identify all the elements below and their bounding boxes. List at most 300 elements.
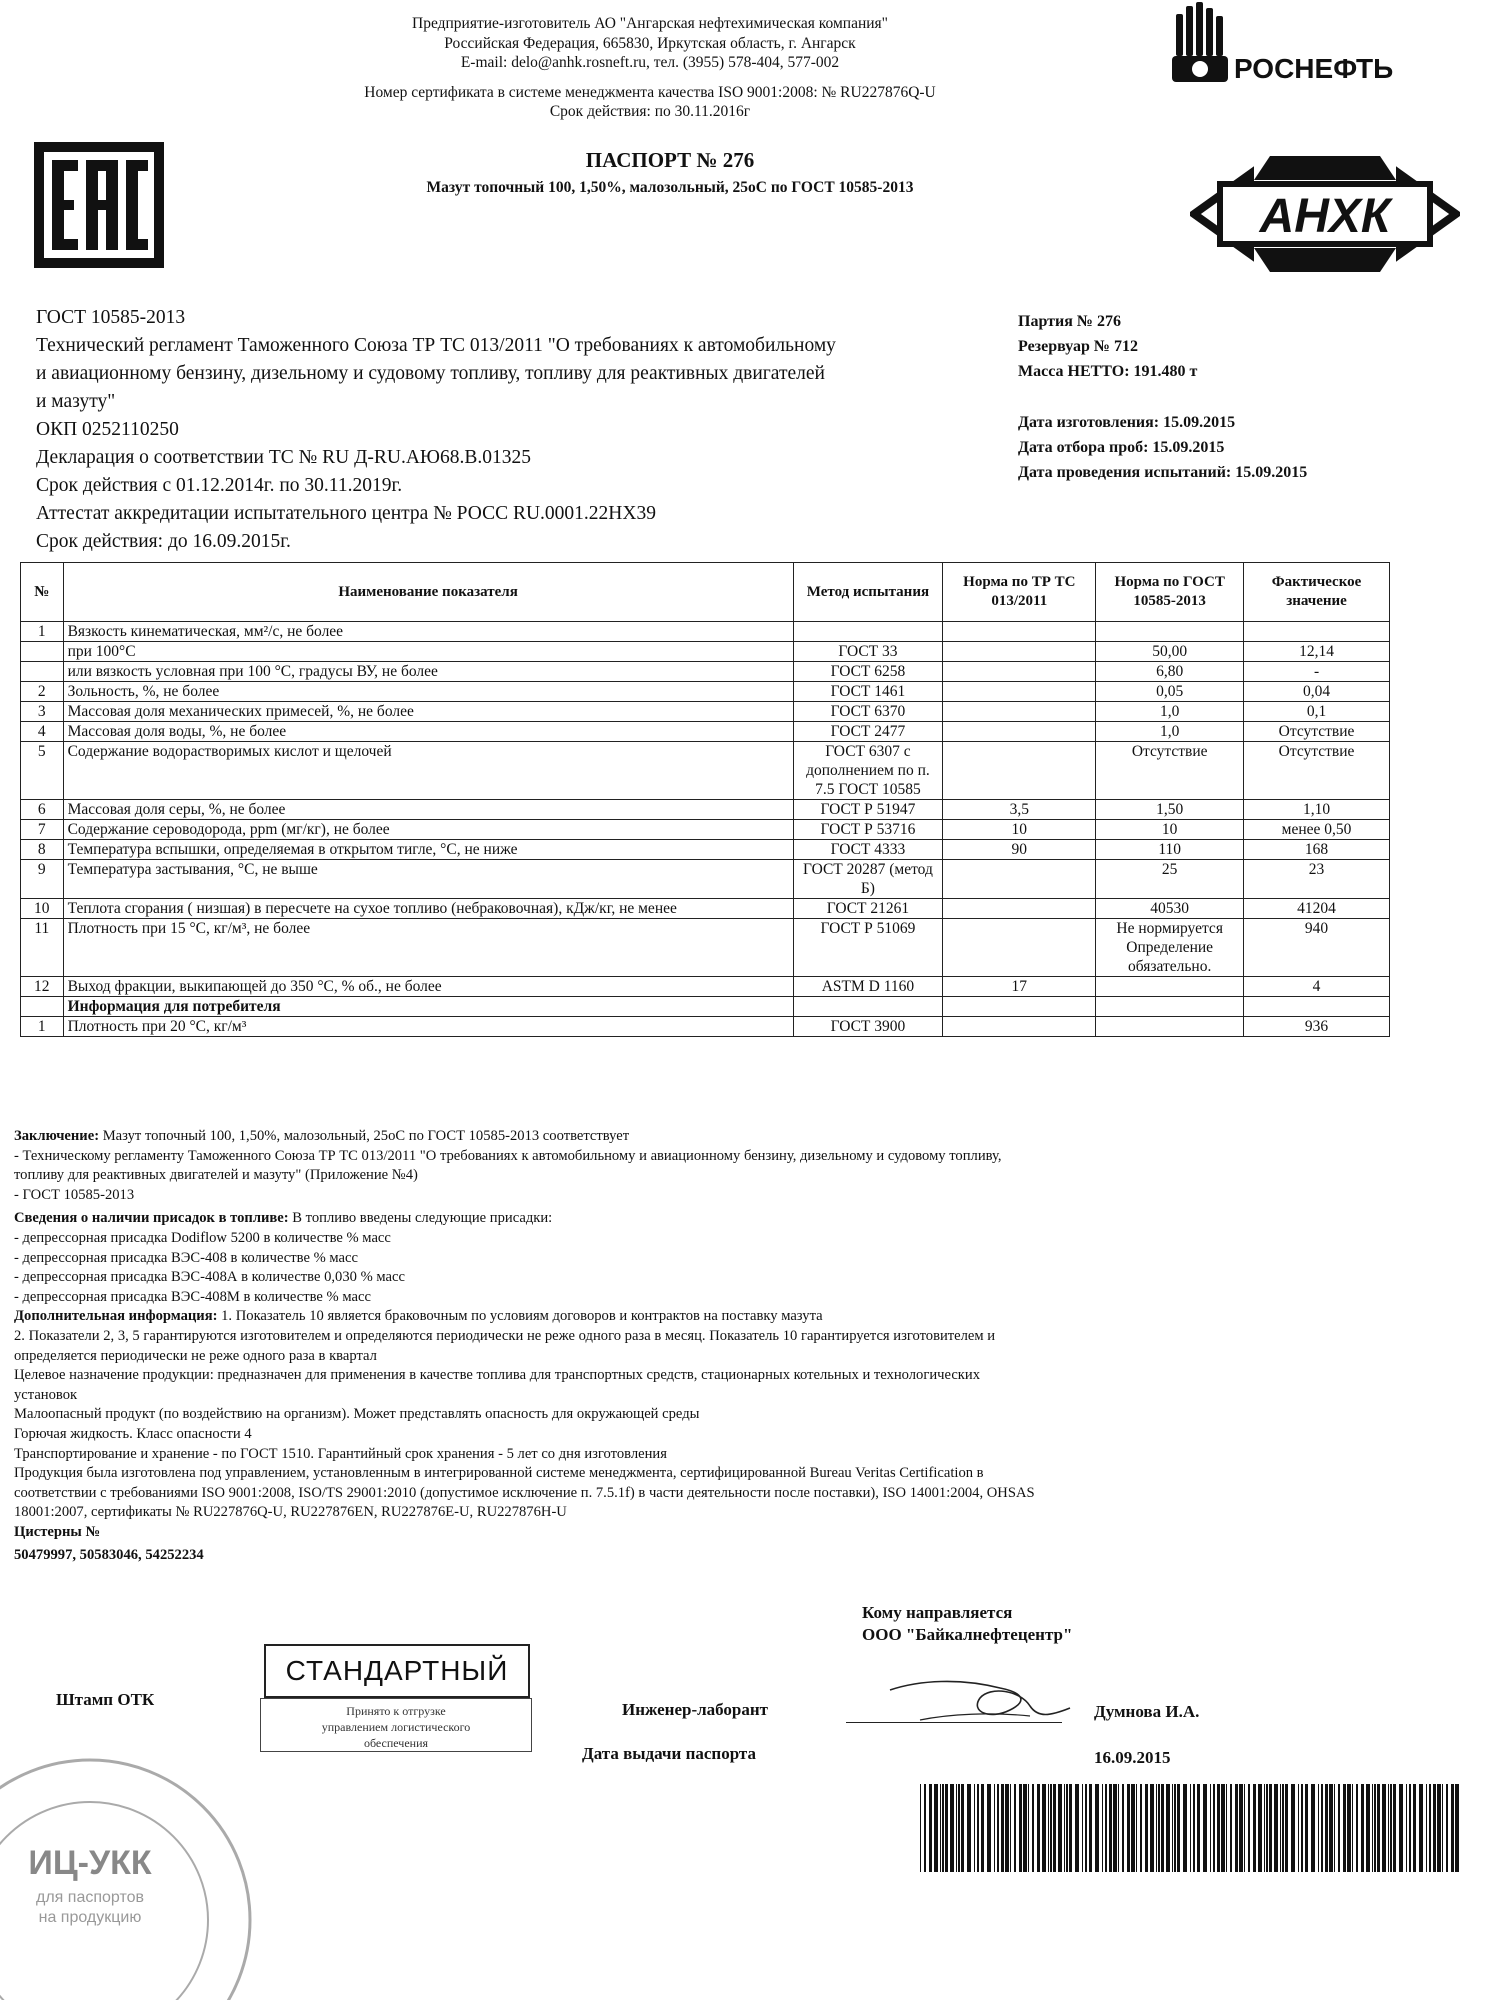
issue-date: 16.09.2015 [1094, 1748, 1171, 1767]
barcode-bar [1109, 1784, 1112, 1872]
barcode-bar [967, 1784, 971, 1872]
cell-norm-gost: 110 [1096, 840, 1244, 860]
cell-norm-gost [1096, 1017, 1244, 1037]
cell-fact: 0,04 [1244, 682, 1390, 702]
cell-method: ГОСТ Р 51069 [793, 919, 943, 977]
date-manufactured: Дата изготовления: 15.09.2015 [1018, 414, 1236, 431]
cell-fact: Отсутствие [1244, 722, 1390, 742]
barcode-bar [987, 1784, 991, 1872]
cell-method: ГОСТ 21261 [793, 899, 943, 919]
barcode-bar [1406, 1784, 1407, 1872]
extra-info-2: 2. Показатели 2, 3, 5 гарантируются изготовителем и определяются периодически не реже одного раза в месяц. Показатель 10 гарантируется изготовителем и [14, 1327, 996, 1344]
barcode-bar [1161, 1784, 1164, 1872]
barcode-bar [1325, 1784, 1328, 1872]
barcode-bar [1032, 1784, 1034, 1872]
cell-name: Плотность при 20 °С, кг/м³ [63, 1017, 793, 1037]
barcode-bar [1352, 1784, 1353, 1872]
cell-fact [1244, 997, 1390, 1017]
cell-fact: 0,1 [1244, 702, 1390, 722]
barcode-bar [1372, 1784, 1373, 1872]
table-row [21, 820, 1390, 840]
engineer-label: Инженер-лаборант [622, 1700, 769, 1719]
barcode-bar [1305, 1784, 1308, 1872]
barcode-bar [1019, 1784, 1022, 1872]
cell-norm-gost: 1,0 [1096, 702, 1244, 722]
table-row [21, 642, 1390, 662]
cell-norm-tr: 17 [943, 977, 1096, 997]
barcode-bar [929, 1784, 932, 1872]
barcode-bar [1028, 1784, 1029, 1872]
barcode-icon [920, 1784, 1460, 1872]
cell-fact: 940 [1244, 919, 1390, 977]
barcode-bar [1082, 1784, 1083, 1872]
regulatory-info [36, 304, 1026, 556]
barcode-bar [1280, 1784, 1281, 1872]
cell-name: при 100°С [63, 642, 793, 662]
barcode-bar [1266, 1784, 1268, 1872]
signature-scribble-icon [880, 1650, 1080, 1740]
barcode-bar [1131, 1784, 1135, 1872]
cell-method: ГОСТ 6307 с дополнением по п. 7.5 ГОСТ 10585 [793, 742, 943, 800]
barcode-bar [1172, 1784, 1173, 1872]
addressee-label: Кому направляется [862, 1603, 1013, 1622]
barcode-bar [1244, 1784, 1245, 1872]
cell-norm-tr [943, 662, 1096, 682]
barcode-bar [1221, 1784, 1225, 1872]
cell-norm-gost: 0,05 [1096, 682, 1244, 702]
barcode-bar [981, 1784, 984, 1872]
barcode-bar [1156, 1784, 1157, 1872]
passport-title: ПАСПОРТ № 276 [585, 148, 755, 172]
barcode-bar [1343, 1784, 1346, 1872]
barcode-bar [1429, 1784, 1431, 1872]
barcode-bar [1217, 1784, 1220, 1872]
extra-info-3: определяется периодически не реже одного раза в квартал [14, 1347, 377, 1364]
accreditation-term: Срок действия: до 16.09.2015г. [36, 531, 291, 552]
cell-name: Содержание сероводорода, ppm (мг/кг), не более [63, 820, 793, 840]
cell-fact: 41204 [1244, 899, 1390, 919]
barcode-bar [1374, 1784, 1376, 1872]
accepted-stamp-line-3: обеспечения [363, 1736, 429, 1750]
cell-norm-gost: 40530 [1096, 899, 1244, 919]
additive-2: - депрессорная присадка ВЭС-408 в количестве % масс [14, 1249, 358, 1266]
net-mass: Масса НЕТТО: 191.480 т [1018, 363, 1198, 380]
cell-norm-tr: 3,5 [943, 800, 1096, 820]
barcode-bar [1338, 1784, 1340, 1872]
cell-fact [1244, 622, 1390, 642]
cell-norm-gost: Не нормируется Определение обязательно. [1096, 919, 1244, 977]
cell-no [21, 997, 64, 1017]
cell-method: ASTM D 1160 [793, 977, 943, 997]
barcode-bar [1413, 1784, 1416, 1872]
cell-method: ГОСТ Р 51947 [793, 800, 943, 820]
table-row [21, 860, 1390, 899]
barcode-bar [1388, 1784, 1389, 1872]
cell-norm-tr: 10 [943, 820, 1096, 840]
barcode-bar [1253, 1784, 1256, 1872]
table-row [21, 622, 1390, 642]
barcode-bar [1264, 1784, 1265, 1872]
cell-norm-tr [943, 742, 1096, 800]
issue-date-label: Дата выдачи паспорта [582, 1744, 756, 1763]
eac-mark-icon [34, 142, 164, 268]
cell-method: ГОСТ 1461 [793, 682, 943, 702]
table-row [21, 662, 1390, 682]
conclusion-line-3: топливу для реактивных двигателей и мазуту" (Приложение №4) [14, 1167, 418, 1184]
standard-stamp: СТАНДАРТНЫЙ [264, 1644, 530, 1698]
date-tested: Дата проведения испытаний: 15.09.2015 [1018, 464, 1308, 481]
barcode-bar [974, 1784, 975, 1872]
purpose-2: установок [14, 1386, 78, 1403]
barcode-bar [1053, 1784, 1056, 1872]
conclusion-section [14, 1127, 1454, 1566]
barcode-bar [1177, 1784, 1180, 1872]
cell-no: 11 [21, 919, 64, 977]
barcode-bar [1347, 1784, 1351, 1872]
barcode-bar [1419, 1784, 1423, 1872]
barcode-bar [1150, 1784, 1154, 1872]
barcode-bar [1393, 1784, 1396, 1872]
barcode-bar [1113, 1784, 1117, 1872]
cell-norm-gost: 1,0 [1096, 722, 1244, 742]
conclusion-line-2: - Техническому регламенту Таможенного Союза ТР ТС 013/2011 "О требованиях к автомобильному и авиационному бензину, дизельному и судовому топливу, [14, 1147, 1002, 1164]
cell-no: 8 [21, 840, 64, 860]
addressee-name: ООО "Байкалнефтецентр" [862, 1625, 1073, 1644]
cell-name: или вязкость условная при 100 °С, градусы ВУ, не более [63, 662, 793, 682]
cell-method [793, 622, 943, 642]
barcode-bar [945, 1784, 948, 1872]
barcode-bar [1048, 1784, 1049, 1872]
cell-norm-gost: 1,50 [1096, 800, 1244, 820]
barcode-bar [1210, 1784, 1211, 1872]
table-row [21, 997, 1390, 1017]
table-row [21, 977, 1390, 997]
manufacturer-header [280, 14, 1020, 122]
barcode-bar [1248, 1784, 1250, 1872]
cell-norm-gost: 10 [1096, 820, 1244, 840]
cell-no: 6 [21, 800, 64, 820]
cell-norm-tr [943, 899, 1096, 919]
barcode-bar [1001, 1784, 1004, 1872]
table-row [21, 742, 1390, 800]
cell-name: Вязкость кинематическая, мм²/с, не более [63, 622, 793, 642]
col-header-norm-gost: Норма по ГОСТ 10585-2013 [1096, 563, 1244, 622]
barcode-bar [1390, 1784, 1392, 1872]
cell-norm-tr [943, 919, 1096, 977]
barcode-bar [1298, 1784, 1299, 1872]
accreditation: Аттестат аккредитации испытательного центра № РОСС RU.0001.22НХ39 [36, 503, 656, 524]
date-sampled: Дата отбора проб: 15.09.2015 [1018, 439, 1225, 456]
barcode-bar [1213, 1784, 1215, 1872]
cell-no: 12 [21, 977, 64, 997]
cell-norm-gost [1096, 997, 1244, 1017]
barcode-bar [1183, 1784, 1187, 1872]
cell-norm-gost: Отсутствие [1096, 742, 1244, 800]
barcode-bar [1377, 1784, 1380, 1872]
cell-name: Массовая доля серы, %, не более [63, 800, 793, 820]
conclusion-line-4: - ГОСТ 10585-2013 [14, 1186, 135, 1203]
barcode-bar [1066, 1784, 1068, 1872]
barcode-bar [1197, 1784, 1200, 1872]
col-header-fact: Фактическое значение [1244, 563, 1390, 622]
barcode-bar [1014, 1784, 1016, 1872]
barcode-bar [1230, 1784, 1232, 1872]
barcode-bar [1361, 1784, 1364, 1872]
cell-name: Температура вспышки, определяемая в открытом тигле, °С, не ниже [63, 840, 793, 860]
barcode-bar [1064, 1784, 1065, 1872]
cell-norm-gost: 50,00 [1096, 642, 1244, 662]
cell-no: 5 [21, 742, 64, 800]
table-row [21, 919, 1390, 977]
barcode-bar [1075, 1784, 1079, 1872]
barcode-bar [1366, 1784, 1370, 1872]
barcode-bar [1356, 1784, 1358, 1872]
anhk-logo-text: АНХК [1259, 190, 1391, 243]
barcode-bar [1166, 1784, 1170, 1872]
cell-fact: менее 0,50 [1244, 820, 1390, 840]
additive-3: - депрессорная присадка ВЭС-408А в количестве 0,030 % масс [14, 1269, 405, 1286]
barcode-bar [1058, 1784, 1062, 1872]
cell-method: ГОСТ 2477 [793, 722, 943, 742]
cell-no: 3 [21, 702, 64, 722]
barcode-bar [1311, 1784, 1315, 1872]
conclusion-label: Заключение: [14, 1128, 100, 1144]
barcode-bar [1005, 1784, 1009, 1872]
barcode-bar [1193, 1784, 1195, 1872]
additives-label: Сведения о наличии присадок в топливе: [14, 1210, 289, 1227]
barcode-bar [1136, 1784, 1137, 1872]
cell-fact: 936 [1244, 1017, 1390, 1037]
cell-method: ГОСТ 6370 [793, 702, 943, 722]
barcode-bar [1301, 1784, 1303, 1872]
barcode-bar [1050, 1784, 1052, 1872]
cell-method: ГОСТ 4333 [793, 840, 943, 860]
barcode-bar [1158, 1784, 1160, 1872]
table-row [21, 840, 1390, 860]
cell-norm-tr [943, 722, 1096, 742]
barcode-bar [997, 1784, 999, 1872]
conclusion-text: Мазут топочный 100, 1,50%, малозольный, 25оС по ГОСТ 10585-2013 соответствует [99, 1128, 630, 1144]
cell-name: Массовая доля механических примесей, %, не более [63, 702, 793, 722]
accepted-stamp-line-1: Принято к отгрузке [346, 1704, 446, 1718]
header-line-4: Номер сертификата в системе менеджмента качества ISO 9001:2008: № RU227876Q-U [364, 83, 936, 101]
barcode-bar [1321, 1784, 1323, 1872]
table-row [21, 722, 1390, 742]
barcode-bar [1190, 1784, 1191, 1872]
cell-no: 10 [21, 899, 64, 919]
barcode-bar [1037, 1784, 1040, 1872]
cell-method: ГОСТ 3900 [793, 1017, 943, 1037]
okp-code: ОКП 0252110250 [36, 419, 179, 440]
purpose: Целевое назначение продукции: предназначен для применения в качестве топлива для транспортных средств, стационарных котельных и технологических [14, 1367, 981, 1384]
barcode-bar [956, 1784, 957, 1872]
tank-number: Резервуар № 712 [1018, 338, 1138, 355]
cell-norm-tr [943, 1017, 1096, 1037]
col-header-name: Наименование показателя [63, 563, 793, 622]
rosneft-logo-icon [1170, 0, 1470, 90]
cell-norm-tr [943, 642, 1096, 662]
cell-norm-gost: 6,80 [1096, 662, 1244, 682]
cell-no: 7 [21, 820, 64, 840]
extra-info-text: 1. Показатель 10 является браковочным по условиям договоров и контрактов на поставку мазута [217, 1308, 823, 1325]
barcode-bar [924, 1784, 926, 1872]
cell-norm-tr: 90 [943, 840, 1096, 860]
rosneft-logo-text: РОСНЕФТЬ [1234, 53, 1394, 84]
additive-4: - депрессорная присадка ВЭС-408М в количестве % масс [14, 1288, 371, 1305]
gost-ref: ГОСТ 10585-2013 [36, 307, 186, 328]
table-header-row [21, 563, 1390, 622]
col-header-method: Метод испытания [793, 563, 943, 622]
cell-no: 1 [21, 622, 64, 642]
cell-norm-tr [943, 702, 1096, 722]
barcode-bar [1174, 1784, 1176, 1872]
barcode-bar [1102, 1784, 1103, 1872]
cell-method: ГОСТ 20287 (метод Б) [793, 860, 943, 899]
barcode-bar [940, 1784, 941, 1872]
cell-name: Плотность при 15 °С, кг/м³, не более [63, 919, 793, 977]
table-row [21, 702, 1390, 722]
tech-regulation-1: Технический регламент Таможенного Союза ТР ТС 013/2011 "О требованиях к автомобильному [36, 335, 836, 356]
header-line-2: Российская Федерация, 665830, Иркутская область, г. Ангарск [444, 34, 856, 52]
cell-method: ГОСТ 33 [793, 642, 943, 662]
table-row [21, 1017, 1390, 1037]
barcode-bar [1409, 1784, 1411, 1872]
barcode-bar [977, 1784, 979, 1872]
barcode-bar [1334, 1784, 1335, 1872]
barcode-bar [1010, 1784, 1011, 1872]
cell-norm-tr [943, 622, 1096, 642]
barcode-bar [958, 1784, 960, 1872]
accepted-stamp [260, 1698, 532, 1752]
cell-method: ГОСТ 6258 [793, 662, 943, 682]
seal-main-text: ИЦ-УКК [28, 1844, 152, 1882]
barcode-bar [1069, 1784, 1072, 1872]
declaration: Декларация о соответствии ТС № RU Д-RU.АЮ68.В.01325 [36, 447, 531, 468]
col-header-norm-tr: Норма по ТР ТС 013/2011 [943, 563, 1096, 622]
cell-fact: Отсутствие [1244, 742, 1390, 800]
cell-fact: - [1244, 662, 1390, 682]
cell-no: 9 [21, 860, 64, 899]
additive-1: - депрессорная присадка Dodiflow 5200 в количестве % масс [14, 1229, 391, 1246]
table-row [21, 899, 1390, 919]
passport-subtitle: Мазут топочный 100, 1,50%, малозольный, 25оС по ГОСТ 10585-2013 [426, 179, 914, 196]
passport-title-block [400, 148, 940, 197]
cell-method: ГОСТ Р 53716 [793, 820, 943, 840]
seal-sub-text-1: для паспортов [36, 1889, 144, 1906]
barcode-bar [942, 1784, 944, 1872]
cell-no [21, 642, 64, 662]
engineer-name: Думнова И.А. [1094, 1702, 1200, 1721]
flammable-note: Горючая жидкость. Класс опасности 4 [14, 1425, 252, 1442]
table-row [21, 682, 1390, 702]
barcode-bar [1122, 1784, 1124, 1872]
header-line-3: E-mail: delo@anhk.rosneft.ru, тел. (3955) 578-404, 577-002 [460, 54, 840, 71]
cell-norm-tr [943, 860, 1096, 899]
cell-norm-gost: 25 [1096, 860, 1244, 899]
seal-sub-text-2: на продукцию [38, 1909, 142, 1926]
barcode-bar [1095, 1784, 1099, 1872]
transport-note: Транспортирование и хранение - по ГОСТ 1510. Гарантийный срок хранения - 5 лет со дня изготовления [14, 1445, 667, 1462]
barcode-bar [1274, 1784, 1278, 1872]
batch-info [1018, 309, 1307, 485]
produced-1: Продукция была изготовлена под управлением, установленным в интегрированной системе менеджмента, сертифицированной Bureau Veritas Certification в [14, 1465, 984, 1482]
extra-info-label: Дополнительная информация: [14, 1308, 218, 1325]
cell-name: Теплота сгорания ( низшая) в пересчете на сухое топливо (небраковочная), кДж/кг, не менее [63, 899, 793, 919]
cell-no: 4 [21, 722, 64, 742]
cell-name: Массовая доля воды, %, не более [63, 722, 793, 742]
barcode-bar [1085, 1784, 1087, 1872]
cell-method [793, 997, 943, 1017]
barcode-bar [1023, 1784, 1027, 1872]
barcode-bar [934, 1784, 938, 1872]
barcode-bar [920, 1784, 921, 1872]
barcode-bar [961, 1784, 964, 1872]
lab-seal-icon [0, 1740, 260, 2000]
barcode-bar [1042, 1784, 1046, 1872]
barcode-bar [1437, 1784, 1441, 1872]
cell-fact: 4 [1244, 977, 1390, 997]
cell-norm-tr [943, 997, 1096, 1017]
barcode-bar [1442, 1784, 1443, 1872]
barcode-bar [1455, 1784, 1459, 1872]
cell-norm-tr [943, 682, 1096, 702]
cell-name: Зольность, %, не более [63, 682, 793, 702]
barcode-bar [1258, 1784, 1262, 1872]
barcode-bar [1291, 1784, 1295, 1872]
additives-text: В топливо введены следующие присадки: [288, 1210, 553, 1227]
cell-fact: 23 [1244, 860, 1390, 899]
col-header-no: № [21, 563, 64, 622]
barcode-bar [1239, 1784, 1243, 1872]
addressee-block [862, 1602, 1072, 1646]
cell-name: Содержание водорастворимых кислот и щелочей [63, 742, 793, 800]
barcode-bar [1127, 1784, 1130, 1872]
cell-no: 2 [21, 682, 64, 702]
barcode-bar [1145, 1784, 1148, 1872]
barcode-bar [994, 1784, 995, 1872]
cell-fact: 1,10 [1244, 800, 1390, 820]
cell-norm-gost [1096, 977, 1244, 997]
anhk-logo-icon [1190, 150, 1460, 278]
barcode-bar [1426, 1784, 1427, 1872]
barcode-bar [1446, 1784, 1448, 1872]
tanks-label: Цистерны № [14, 1523, 101, 1540]
cell-fact: 12,14 [1244, 642, 1390, 662]
declaration-term: Срок действия с 01.12.2014г. по 30.11.2019г. [36, 475, 403, 496]
accepted-stamp-line-2: управлением логистического [321, 1720, 471, 1734]
barcode-bar [1399, 1784, 1403, 1872]
produced-2: соответствии с требованиями ISO 9001:2008, ISO/TS 29001:2010 (допустимое исключение п. 7.5.1f) в части деятельности после поставки), ISO 14001:2004, OHSAS [14, 1484, 1035, 1501]
barcode-bar [1269, 1784, 1272, 1872]
barcode-bar [1318, 1784, 1319, 1872]
indicators-table [20, 562, 1390, 1037]
barcode-bar [1203, 1784, 1207, 1872]
tech-regulation-3: и мазуту" [36, 391, 116, 412]
barcode-bar [1089, 1784, 1092, 1872]
barcode-bar [1329, 1784, 1333, 1872]
cell-no: 1 [21, 1017, 64, 1037]
barcode-bar [1118, 1784, 1119, 1872]
cell-norm-gost [1096, 622, 1244, 642]
tech-regulation-2: и авиационному бензину, дизельному и судовому топливу, топливу для реактивных двигателей [36, 363, 825, 384]
otk-stamp-label: Штамп ОТК [56, 1690, 155, 1709]
barcode-bar [1226, 1784, 1227, 1872]
tanks-list: 50479997, 50583046, 54252234 [14, 1547, 204, 1564]
barcode-bar [1433, 1784, 1436, 1872]
barcode-bar [1285, 1784, 1288, 1872]
barcode-bar [1105, 1784, 1107, 1872]
barcode-bar [1282, 1784, 1284, 1872]
